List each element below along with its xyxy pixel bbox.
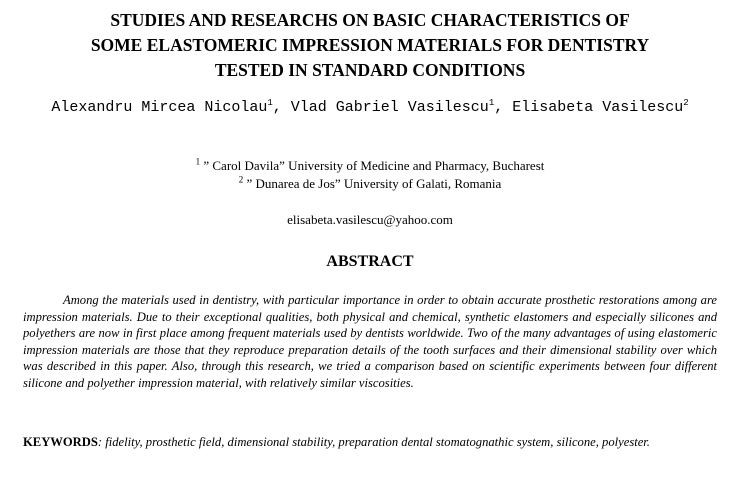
keywords-line	[23, 434, 717, 451]
author-name: Alexandru Mircea Nicolau	[51, 99, 268, 116]
author-separator: ,	[494, 99, 513, 116]
affiliation-line	[20, 157, 720, 175]
affiliation-number: 2	[238, 174, 244, 185]
author-affil-mark: 1	[267, 98, 273, 108]
author-separator: ,	[272, 99, 291, 116]
author-affil-mark: 2	[683, 98, 689, 108]
affiliation-text: ” Dunarea de Jos” University of Galati, Romania	[243, 176, 502, 191]
keywords-list: : fidelity, prosthetic field, dimensional stability, preparation dental stomatognathic system, silicone, polyester.	[97, 435, 650, 449]
affiliation-line	[20, 175, 720, 193]
author-list	[20, 98, 720, 118]
author-name: Elisabeta Vasilescu	[512, 99, 684, 116]
abstract-body: Among the materials used in dentistry, with particular importance in order to obtain accurate prosthetic restorations among are impression materials. Due to their exceptional qualities, both physical and chemical, synthetic elastomers and especially silicones and polyethers are now in first place among frequent materials used by dentists worldwide. Two of the many advantages of using elastomeric impression materials are those that they reproduce preparation details of the tooth surfaces and their dimensional stability over which was described in this paper. Also, through this research, we tried a comparison based on scientific experiments between four different silicone and polyether impression material, with relatively similar viscosities.	[23, 293, 717, 390]
abstract-heading: ABSTRACT	[326, 253, 414, 270]
title-line: STUDIES AND RESEARCHS ON BASIC CHARACTERISTICS OF	[110, 10, 630, 30]
affiliation-list	[20, 157, 720, 193]
title-line: SOME ELASTOMERIC IMPRESSION MATERIALS FOR DENTISTRY	[90, 35, 650, 55]
author-name: Vlad Gabriel Vasilescu	[290, 99, 489, 116]
author-affil-mark: 1	[488, 98, 495, 108]
paper-title	[20, 8, 720, 83]
affiliation-number: 1	[195, 156, 201, 167]
keywords-label: KEYWORDS	[23, 435, 98, 449]
title-line: TESTED IN STANDARD CONDITIONS	[214, 60, 526, 80]
contact-email: elisabeta.vasilescu@yahoo.com	[287, 212, 453, 227]
affiliation-text: ” Carol Davila” University of Medicine and Pharmacy, Bucharest	[200, 158, 545, 173]
